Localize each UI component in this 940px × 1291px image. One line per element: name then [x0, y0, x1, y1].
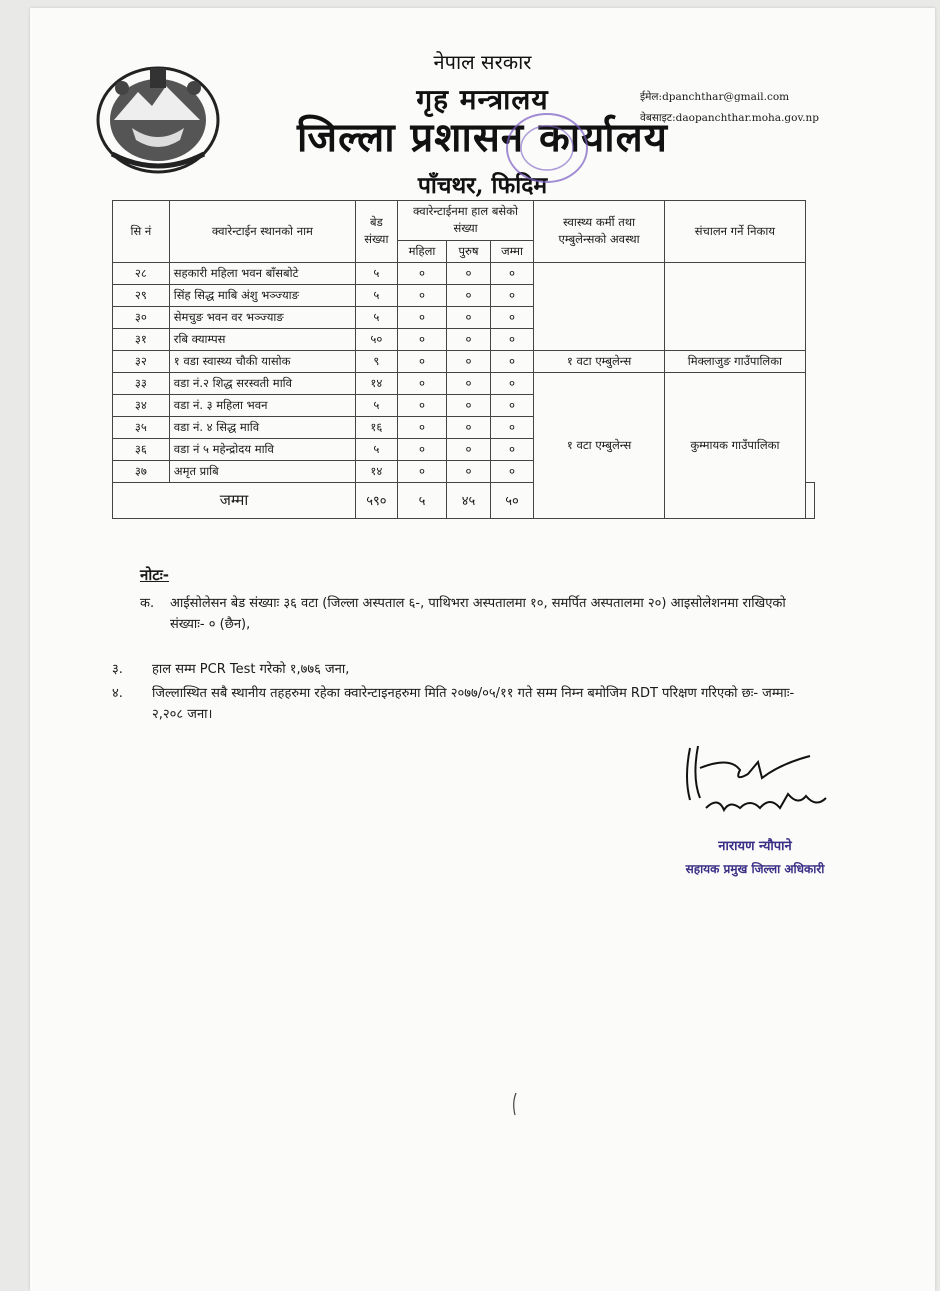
cell-sn: ३६	[113, 438, 170, 460]
cell-beds: ५	[356, 306, 398, 328]
cell-beds: १४	[356, 460, 398, 482]
note-marker: ३.	[112, 662, 123, 677]
table-row	[113, 372, 815, 394]
office-stamp-seal	[495, 106, 600, 191]
cell-beds: ५	[356, 262, 398, 284]
government-title: नेपाल सरकार	[433, 50, 532, 74]
cell-female: ०	[397, 262, 447, 284]
office-email: ईमेल:dpanchthar@gmail.com	[640, 91, 790, 103]
note-text: जिल्लास्थित सबै स्थानीय तहहरुमा रहेका क्वारेन्टाइनहरुमा मिति २०७७/०५/११ गते सम्म निम्न बमोजिम RDT परिक्षण गरिएको छः- जम्माः- २,२०८ जना।	[152, 686, 795, 722]
cell-total: ०	[490, 262, 534, 284]
cell-health-b: १ वटा एम्बुलेन्स	[534, 372, 665, 518]
notes-title: नोटः-	[140, 566, 170, 584]
cell-sn: २९	[113, 284, 170, 306]
cell-male: ०	[447, 328, 491, 350]
note-text: हाल सम्म PCR Test गरेको १,७७६ जना,	[152, 662, 350, 677]
cell-sn: ३३	[113, 372, 170, 394]
cell-name: वडा नं.२ शिद्ध सरस्वती मावि	[169, 372, 355, 394]
cell-sn: ३५	[113, 416, 170, 438]
cell-name: वडा नं. ४ सिद्ध मावि	[169, 416, 355, 438]
cell-sn: २८	[113, 262, 170, 284]
cell-total: ०	[490, 350, 534, 372]
cell-name: सहकारी महिला भवन बाँसबोटे	[169, 262, 355, 284]
cell-female: ०	[397, 328, 447, 350]
header-operator: संचालन गर्ने निकाय	[664, 201, 805, 263]
cell-total: ०	[490, 284, 534, 306]
cell-sn: ३०	[113, 306, 170, 328]
office-website: वेबसाइट:daopanchthar.moha.gov.np	[640, 112, 819, 124]
cell-total: ०	[490, 460, 534, 482]
cell-name: अमृत प्राबि	[169, 460, 355, 482]
cell-sn: ३२	[113, 350, 170, 372]
cell-operator-b: कुम्मायक गाउँपालिका	[664, 372, 805, 518]
cell-name: रबि क्याम्पस	[169, 328, 355, 350]
document-page	[30, 8, 935, 1291]
header-male: पुरुष	[447, 240, 491, 262]
note-text: आईसोलेसन बेड संख्याः ३६ वटा (जिल्ला अस्पताल ६-, पाथिभरा अस्पतालमा १०, समर्पित अस्पतालमा २०) आइसोलेशनमा राखिएको संख्याः- ० (छैन),	[170, 596, 786, 632]
cell-name: वडा नं. ३ महिला भवन	[169, 394, 355, 416]
cell-name: सेमचुङ भवन वर भञ्ज्याङ	[169, 306, 355, 328]
total-beds: ५९०	[356, 482, 398, 518]
note-marker: ४.	[112, 686, 123, 701]
cell-female: ०	[397, 460, 447, 482]
cell-sn: ३४	[113, 394, 170, 416]
signatory-designation: सहायक प्रमुख जिल्ला अधिकारी	[685, 862, 825, 876]
cell-male: ०	[447, 284, 491, 306]
cell-beds: ५	[356, 394, 398, 416]
ministry-title: गृह मन्त्रालय	[416, 83, 549, 116]
office-location: पाँचथर, फिदिम	[417, 172, 548, 199]
cell-female: ०	[397, 416, 447, 438]
cell-name: १ वडा स्वास्थ्य चौकी यासोक	[169, 350, 355, 372]
cell-male: ०	[447, 262, 491, 284]
stray-mark	[510, 1091, 520, 1117]
table-header-row	[113, 201, 815, 241]
note-marker: क.	[140, 596, 155, 611]
cell-male: ०	[447, 416, 491, 438]
office-title: जिल्ला प्रशासन कार्यालय	[297, 114, 668, 161]
cell-health-a: १ वटा एम्बुलेन्स	[534, 350, 665, 372]
header-sn: सि नं	[113, 201, 170, 263]
cell-total: ०	[490, 416, 534, 438]
cell-total: ०	[490, 328, 534, 350]
cell-total: ०	[490, 372, 534, 394]
signatory-name: नारायण न्यौपाने	[718, 839, 792, 854]
cell-female: ०	[397, 438, 447, 460]
cell-beds: ५०	[356, 328, 398, 350]
cell-female: ०	[397, 394, 447, 416]
table-row	[113, 262, 815, 284]
cell-operator-empty	[664, 262, 805, 350]
cell-female: ०	[397, 372, 447, 394]
total-empty	[806, 482, 815, 518]
cell-female: ०	[397, 306, 447, 328]
quarantine-table	[112, 200, 815, 519]
cell-male: ०	[447, 460, 491, 482]
cell-operator-a: मिक्लाजुङ गाउँपालिका	[664, 350, 805, 372]
cell-beds: १६	[356, 416, 398, 438]
cell-beds: ५	[356, 284, 398, 306]
cell-total: ०	[490, 394, 534, 416]
total-label: जम्मा	[113, 482, 356, 518]
cell-beds: ९	[356, 350, 398, 372]
header-health: स्वास्थ्य कर्मी तथा एम्बुलेन्सको अवस्था	[534, 201, 665, 263]
cell-name: वडा नं ५ महेन्द्रोदय मावि	[169, 438, 355, 460]
handwritten-signature	[670, 738, 840, 828]
cell-male: ०	[447, 350, 491, 372]
total-total: ५०	[490, 482, 534, 518]
total-male: ४५	[447, 482, 491, 518]
total-female: ५	[397, 482, 447, 518]
cell-total: ०	[490, 306, 534, 328]
cell-total: ०	[490, 438, 534, 460]
cell-health-empty	[534, 262, 665, 350]
cell-sn: ३१	[113, 328, 170, 350]
header-current-group: क्वारेन्टाईनमा हाल बसेको संख्या	[397, 201, 534, 241]
cell-name: सिंह सिद्ध माबि अंशु भञ्ज्याङ	[169, 284, 355, 306]
cell-female: ०	[397, 284, 447, 306]
cell-male: ०	[447, 438, 491, 460]
cell-sn: ३७	[113, 460, 170, 482]
header-total: जम्मा	[490, 240, 534, 262]
header-female: महिला	[397, 240, 447, 262]
cell-male: ०	[447, 394, 491, 416]
cell-male: ०	[447, 306, 491, 328]
cell-beds: १४	[356, 372, 398, 394]
header-beds: बेड संख्या	[356, 201, 398, 263]
table-row	[113, 350, 815, 372]
cell-male: ०	[447, 372, 491, 394]
cell-beds: ५	[356, 438, 398, 460]
cell-female: ०	[397, 350, 447, 372]
header-name: क्वारेन्टाईन स्थानको नाम	[169, 201, 355, 263]
